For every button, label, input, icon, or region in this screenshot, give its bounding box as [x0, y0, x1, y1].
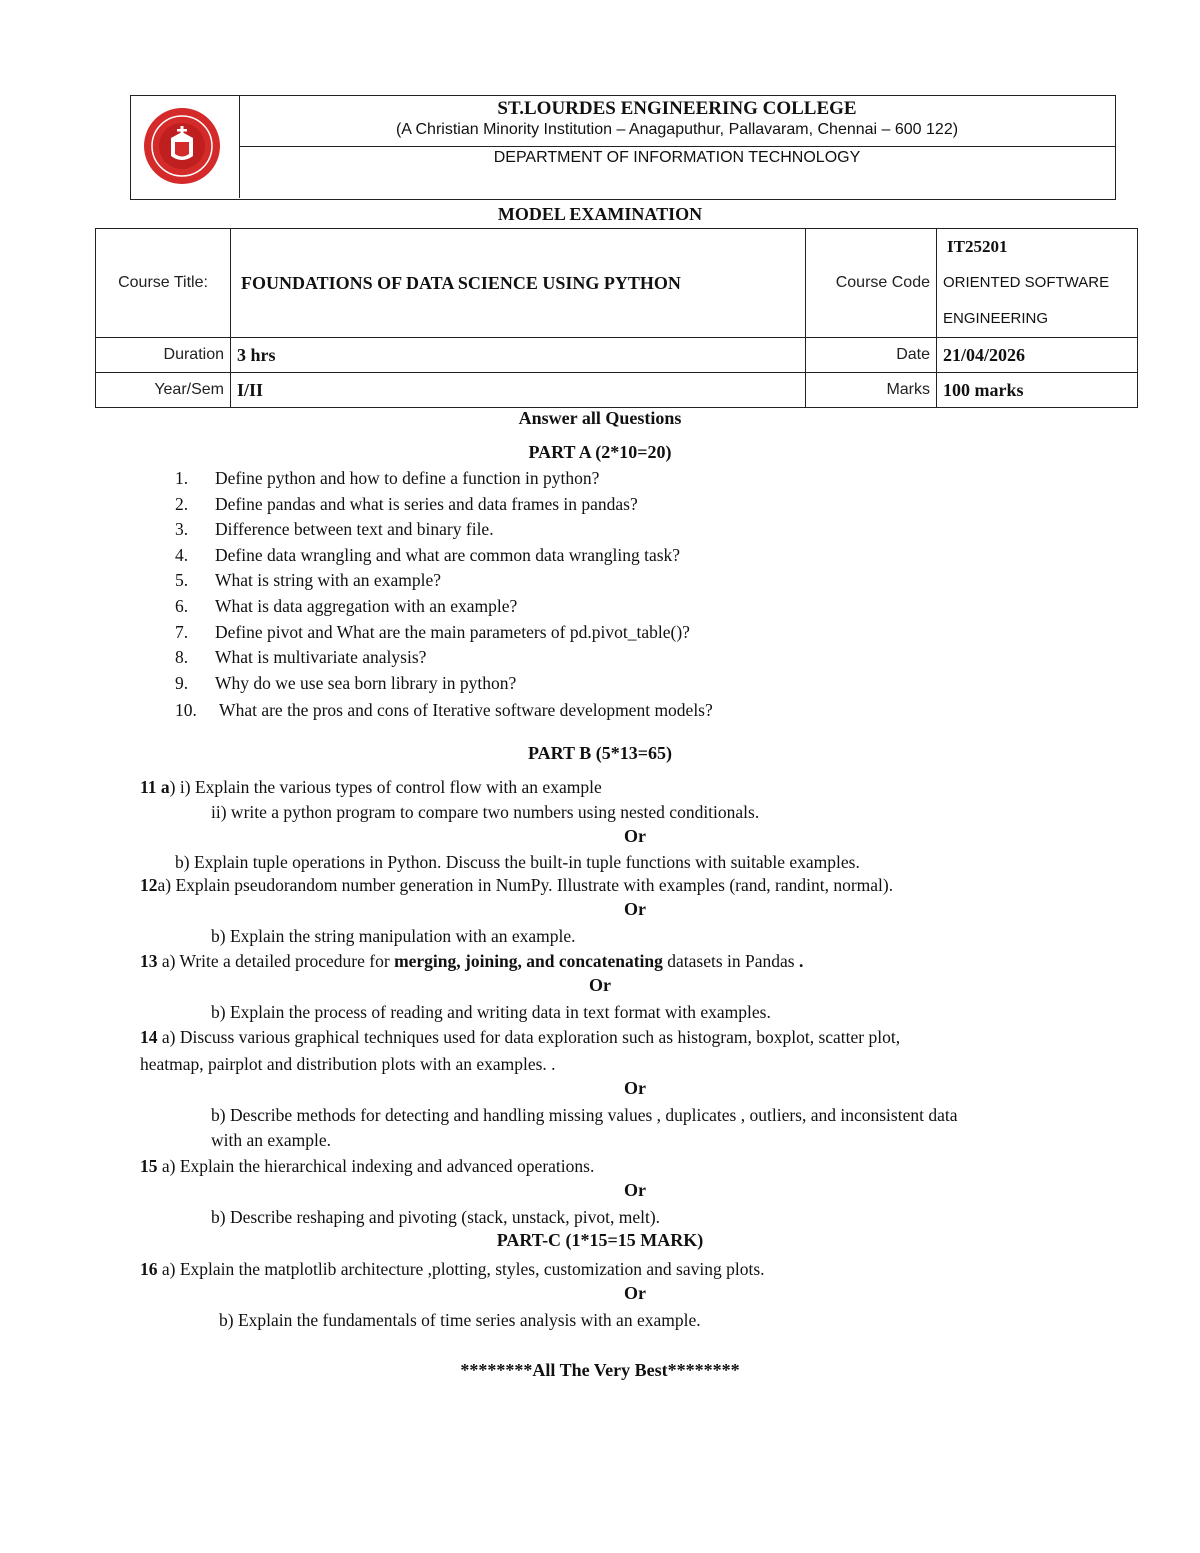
q16-b: b) Explain the fundamentals of time series analysis with an example. [219, 1310, 701, 1330]
part-a-questions [170, 466, 713, 724]
or-label: Or [624, 1283, 646, 1303]
list-item: 4. Define data wrangling and what are common data wrangling task? [175, 544, 681, 565]
list-item: 5. What is string with an example? [175, 570, 441, 591]
q14-a-line2: heatmap, pairplot and distribution plots with an examples. . [140, 1054, 556, 1074]
course-code-line3: ENGINEERING [943, 310, 1049, 327]
q12-a: 12a) Explain pseudorandom number generation in NumPy. Illustrate with examples (rand, randint, normal). [140, 875, 894, 895]
date-value: 21/04/2026 [937, 338, 1138, 373]
course-details-table [95, 228, 1138, 408]
college-logo [131, 96, 239, 198]
college-name: ST.LOURDES ENGINEERING COLLEGE [497, 98, 857, 119]
q14-b-line1: b) Describe methods for detecting and handling missing values , duplicates , outliers, and inconsistent data [211, 1105, 958, 1125]
q13-b: b) Explain the process of reading and writing data in text format with examples. [211, 1002, 771, 1022]
q12-b: b) Explain the string manipulation with an example. [211, 926, 576, 946]
or-label: Or [624, 1078, 646, 1098]
course-title-label: Course Title: [96, 229, 231, 338]
college-header [130, 95, 1116, 200]
college-title-row [239, 96, 1115, 147]
exam-title: MODEL EXAMINATION [497, 204, 703, 224]
course-code-line2: ORIENTED SOFTWARE [943, 274, 1110, 291]
list-item: 2. Define pandas and what is series and data frames in pandas? [175, 493, 638, 514]
instruction: Answer all Questions [518, 408, 682, 428]
q11-b: b) Explain tuple operations in Python. Discuss the built-in tuple functions with suitable examples. [175, 852, 860, 872]
department-name: DEPARTMENT OF INFORMATION TECHNOLOGY [493, 149, 861, 166]
duration-label: Duration [96, 338, 231, 373]
logo-cell [131, 96, 240, 198]
course-code-label: Course Code [806, 229, 937, 338]
or-label: Or [624, 826, 646, 846]
q14-a-line1: 14 a) Discuss various graphical techniques used for data exploration such as histogram, boxplot, scatter plot, [140, 1027, 901, 1047]
q11-a-ii: ii) write a python program to compare two numbers using nested conditionals. [211, 802, 760, 822]
year-sem-label: Year/Sem [96, 373, 231, 408]
college-subtitle: (A Christian Minority Institution – Anagaputhur, Pallavaram, Chennai – 600 122) [395, 121, 959, 138]
or-label: Or [624, 899, 646, 919]
list-item: 6. What is data aggregation with an example? [175, 595, 518, 616]
list-item: 7. Define pivot and What are the main parameters of pd.pivot_table()? [175, 621, 690, 642]
course-code-value: IT25201 [947, 237, 1008, 256]
date-label: Date [806, 338, 937, 373]
list-item: 10. What are the pros and cons of Iterative software development models? [175, 700, 713, 721]
marks-label: Marks [806, 373, 937, 408]
list-item: 8. What is multivariate analysis? [175, 647, 427, 668]
course-code-cell [937, 229, 1138, 338]
list-item: 1. Define python and how to define a function in python? [175, 468, 600, 488]
q15-a: 15 a) Explain the hierarchical indexing and advanced operations. [140, 1156, 595, 1176]
part-b-title: PART B (5*13=65) [528, 743, 672, 763]
closing-wish: ********All The Very Best******** [460, 1360, 740, 1380]
q13-a: 13 a) Write a detailed procedure for merging, joining, and concatenating datasets in Pandas . [140, 951, 804, 971]
q11-a-i: 11 a) i) Explain the various types of control flow with an example [140, 777, 602, 797]
year-sem-value: I/II [231, 373, 806, 408]
duration-value: 3 hrs [231, 338, 806, 373]
marks-value: 100 marks [937, 373, 1138, 408]
course-title-value: FOUNDATIONS OF DATA SCIENCE USING PYTHON [231, 229, 806, 338]
part-a-title: PART A (2*10=20) [528, 442, 672, 462]
q15-b: b) Describe reshaping and pivoting (stack, unstack, pivot, melt). [211, 1207, 661, 1227]
or-label: Or [589, 975, 611, 995]
part-c-title: PART-C (1*15=15 MARK) [496, 1230, 704, 1250]
list-item: 3. Difference between text and binary file. [175, 519, 494, 540]
list-item: 9. Why do we use sea born library in python? [175, 672, 517, 693]
or-label: Or [624, 1180, 646, 1200]
q16-a: 16 a) Explain the matplotlib architecture ,plotting, styles, customization and saving plots. [140, 1259, 765, 1279]
q14-b-line2: with an example. [211, 1130, 332, 1150]
